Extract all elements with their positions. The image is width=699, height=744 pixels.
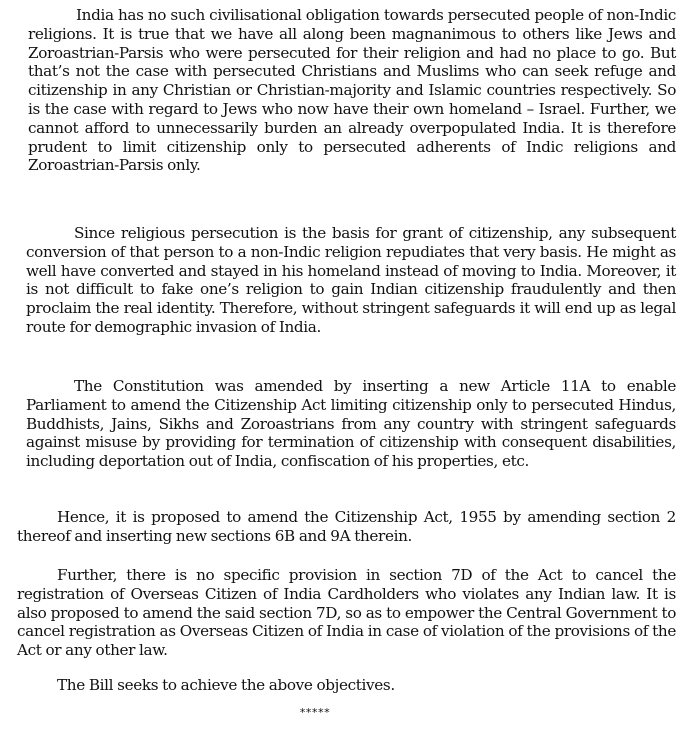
end-of-section-marker: ***** (299, 706, 330, 719)
paragraph-religious-persecution-basis: Since religious persecution is the basis for grant of citizenship, any subsequent conversion of that person to a non-Indic religion repudiates that very basis. He might as well have converted and stayed in his homeland instead of moving to India. Moreover, it is not difficult to fake one’s religion to gain Indian citizenship fraudulently and then proclaim the real identity. Therefore, without stringent safeguards it will end up as legal route for demographic invasion of India. (26, 224, 676, 336)
paragraph-civilisational-obligation: India has no such civilisational obligation towards persecuted people of non-Indic religions. It is true that we have all along been magnanimous to others like Jews and Zoroastrian-Parsis who were persecuted for their religion and had no place to go. But that’s not the case with persecuted Christians and Muslims who can seek refuge and citizenship in any Christian or Christian-majority and Islamic countries respectively. So is the case with regard to Jews who now have their own homeland – Israel. Further, we cannot afford to unnecessarily burden an already overpopulated India. It is therefore prudent to limit citizenship only to persecuted adherents of Indic religions and Zoroastrian-Parsis only. (28, 6, 676, 175)
paragraph-citizenship-act-amendment: Hence, it is proposed to amend the Citizenship Act, 1955 by amending section 2 thereof and inserting new sections 6B and 9A therein. (17, 508, 676, 545)
paragraph-constitution-amendment: The Constitution was amended by inserting a new Article 11A to enable Parliament to amend the Citizenship Act limiting citizenship only to persecuted Hindus, Buddhists, Jains, Sikhs and Zoroastrians from any country with stringent safeguards against misuse by providing for termination of citizenship with consequent disabilities, including deportation out of India, confiscation of his properties, etc. (26, 377, 676, 471)
paragraph-oci-registration: Further, there is no specific provision in section 7D of the Act to cancel the registration of Overseas Citizen of India Cardholders who violates any Indian law. It is also proposed to amend the said section 7D, so as to empower the Central Government to cancel registration as Overseas Citizen of India in case of violation of the provisions of the Act or any other law. (17, 566, 676, 660)
paragraph-bill-objectives: The Bill seeks to achieve the above objectives. (57, 676, 395, 694)
